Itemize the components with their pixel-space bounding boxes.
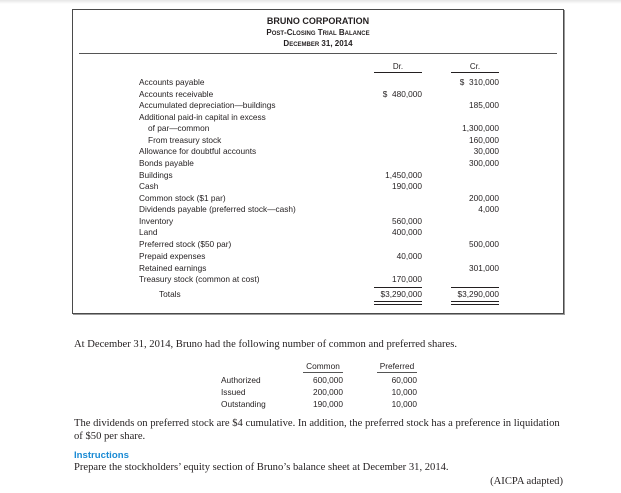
debit-amount: 190,000: [392, 181, 422, 191]
preferred-shares-value: 60,000: [391, 375, 417, 385]
account-label: From treasury stock: [148, 135, 222, 145]
account-label: Accounts receivable: [139, 89, 214, 99]
intro-text: At December 31, 2014, Bruno had the following number of common and preferred shares.: [74, 339, 458, 350]
account-label: Dividends payable (preferred stock—cash): [139, 204, 296, 214]
credit-total-rule-double: [451, 301, 499, 305]
account-label: Preferred stock ($50 par): [139, 239, 232, 249]
account-label: of par—common: [148, 123, 210, 133]
credit-total-rule: [451, 287, 499, 288]
company-name: BRUNO CORPORATION: [266, 16, 370, 26]
credit-amount: $ 310,000: [459, 77, 499, 87]
account-label: Common stock ($1 par): [139, 193, 226, 203]
debit-column-header: Dr.: [374, 62, 422, 73]
trial-balance-row: [73, 251, 563, 262]
trial-balance-row: [73, 123, 563, 134]
credit-amount: 300,000: [469, 158, 499, 168]
trial-balance-row: [73, 239, 563, 250]
credit-total: $3,290,000: [457, 289, 499, 299]
dividend-text: The dividends on preferred stock are $4 cumulative. In addition, the preferred stock has a preference in liquidation of $50 per share.: [74, 418, 560, 442]
account-label: Bonds payable: [139, 158, 194, 168]
trial-balance-row: [73, 193, 563, 204]
instructions-text: Prepare the stockholders’ equity section of Bruno’s balance sheet at December 31, 2014.: [74, 462, 449, 473]
debit-total: $3,290,000: [380, 289, 422, 299]
debit-amount: 170,000: [392, 274, 422, 284]
trial-balance-row: [73, 274, 563, 285]
trial-balance-row: [73, 227, 563, 238]
credit-amount: 1,300,000: [462, 123, 499, 133]
trial-balance-row: [73, 170, 563, 181]
statement-title: Post-Closing Trial Balance: [266, 28, 370, 37]
common-shares-value: 600,000: [313, 375, 343, 385]
credit-amount: 185,000: [469, 100, 499, 110]
credit-amount: 301,000: [469, 263, 499, 273]
debit-amount: 1,450,000: [385, 170, 422, 180]
trial-balance-row: [73, 100, 563, 111]
statement-date: December 31, 2014: [283, 39, 353, 48]
account-label: Cash: [139, 181, 159, 191]
source-note: (AICPA adapted): [490, 476, 563, 487]
totals-row: [73, 289, 563, 300]
account-label: Prepaid expenses: [139, 251, 206, 261]
account-label: Retained earnings: [139, 263, 207, 273]
shares-row-label: Outstanding: [221, 399, 266, 409]
trial-balance-row: [73, 89, 563, 100]
shares-header-preferred: Preferred: [377, 361, 417, 373]
trial-balance-row: [73, 135, 563, 146]
trial-balance-row: [73, 146, 563, 157]
debit-amount: 400,000: [392, 227, 422, 237]
common-shares-value: 190,000: [313, 399, 343, 409]
debit-amount: 560,000: [392, 216, 422, 226]
account-label: Accumulated depreciation—buildings: [139, 100, 276, 110]
credit-amount: 200,000: [469, 193, 499, 203]
credit-amount: 30,000: [473, 146, 499, 156]
account-label: Inventory: [139, 216, 174, 226]
preferred-shares-value: 10,000: [391, 399, 417, 409]
trial-balance-row: [73, 263, 563, 274]
shares-header-common: Common: [303, 361, 343, 373]
account-label: Land: [139, 227, 158, 237]
trial-balance-box: [72, 9, 564, 314]
instructions-heading: Instructions: [74, 450, 129, 461]
credit-column-header: Cr.: [451, 62, 499, 73]
debit-total-rule-double: [374, 301, 422, 305]
trial-balance-row: [73, 181, 563, 192]
account-label: Treasury stock (common at cost): [139, 274, 260, 284]
trial-balance-row: [73, 204, 563, 215]
account-label: Accounts payable: [139, 77, 205, 87]
trial-balance-row: [73, 112, 563, 123]
credit-amount: 4,000: [478, 204, 499, 214]
debit-amount: $ 480,000: [382, 89, 422, 99]
debit-amount: 40,000: [396, 251, 422, 261]
common-shares-value: 200,000: [313, 387, 343, 397]
header-divider: [79, 53, 557, 54]
totals-label: Totals: [159, 289, 181, 299]
account-label: Allowance for doubtful accounts: [139, 146, 257, 156]
account-label: Buildings: [139, 170, 173, 180]
shares-row-label: Issued: [221, 387, 246, 397]
shares-row-label: Authorized: [221, 375, 261, 385]
trial-balance-row: [73, 158, 563, 169]
debit-total-rule: [374, 287, 422, 288]
credit-amount: 160,000: [469, 135, 499, 145]
trial-balance-row: [73, 77, 563, 88]
trial-balance-row: [73, 216, 563, 227]
credit-amount: 500,000: [469, 239, 499, 249]
preferred-shares-value: 10,000: [391, 387, 417, 397]
account-label: Additional paid-in capital in excess: [139, 112, 266, 122]
top-shade: [0, 0, 621, 4]
